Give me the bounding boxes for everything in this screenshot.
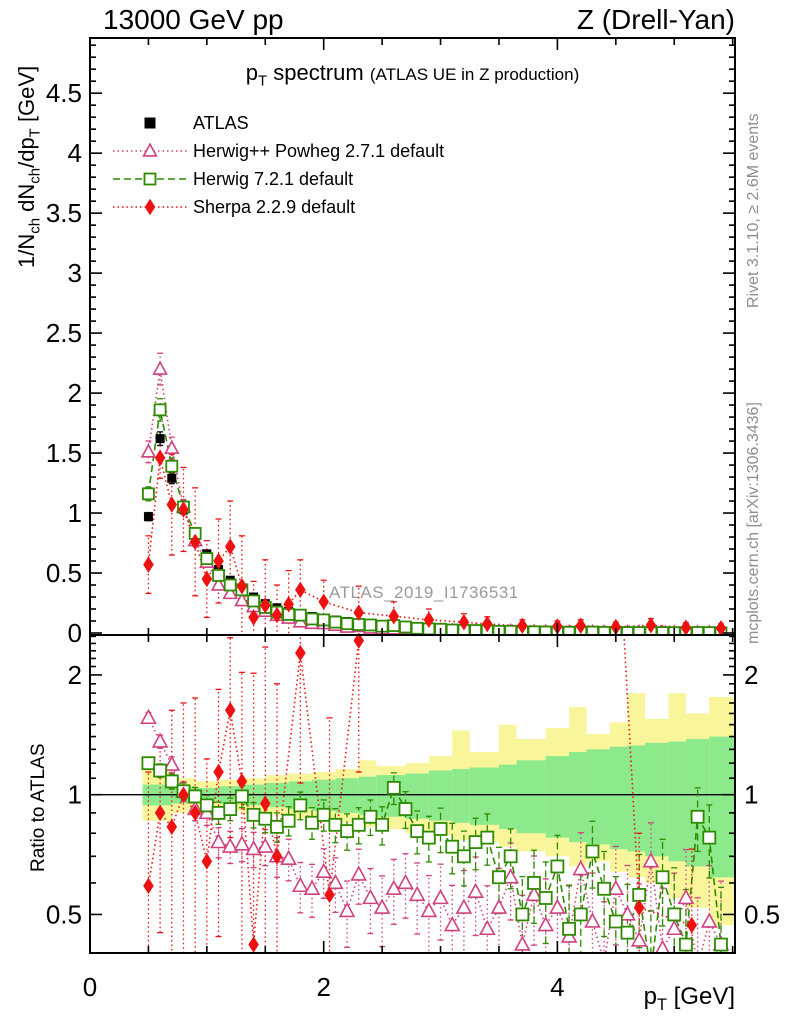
y-tick-label-main: 3.5	[45, 198, 82, 229]
herwig7-ratio-point	[645, 965, 657, 977]
herwig7-ratio-point	[376, 819, 388, 831]
herwig7-ratio-point	[353, 819, 365, 831]
herwig7-ratio-point	[435, 823, 447, 835]
herwig7-point	[201, 553, 212, 564]
herwig7-ratio-point	[248, 809, 260, 821]
plot-title-main: $p_T$ spectrum	[245, 60, 364, 90]
x-tick-label: 4	[550, 972, 565, 1002]
sherpa-ratio-point	[616, 585, 627, 602]
herwigpp-ratio-point	[340, 904, 354, 917]
legend-label: Herwig 7.2.1 default	[193, 169, 354, 189]
herwigpp-ratio-point	[399, 876, 413, 889]
stat-uncertainty-band	[516, 760, 545, 833]
sherpa-point	[143, 556, 154, 573]
x-tick-label: 2	[316, 972, 331, 1002]
herwig7-ratio-point	[470, 836, 482, 848]
herwig7-ratio-point	[692, 811, 704, 823]
sherpa-ratio-point	[202, 853, 213, 870]
sherpa-point	[318, 594, 329, 611]
herwig7-ratio-point	[446, 841, 458, 853]
sherpa-ratio-point	[295, 645, 306, 662]
herwig7-ratio-point	[668, 908, 680, 920]
herwig7-ratio-point	[528, 877, 540, 889]
herwig7-point	[225, 580, 236, 591]
atlas-point	[167, 474, 176, 483]
herwigpp-ratio-point	[141, 710, 155, 723]
herwig7-ratio-point	[341, 825, 353, 837]
sherpa-ratio-point	[371, 585, 382, 602]
herwig7-ratio-point	[306, 817, 318, 829]
herwig7-point	[213, 570, 224, 581]
herwig7-point	[295, 610, 306, 621]
legend-item	[113, 174, 187, 185]
herwigpp-ratio-point	[434, 891, 448, 904]
herwig7-ratio-point	[423, 832, 435, 844]
herwig7-ratio-point	[540, 892, 552, 904]
stat-uncertainty-band	[335, 778, 358, 813]
herwig7-ratio-point	[236, 790, 248, 802]
y-tick-label-main: 0.5	[45, 558, 82, 589]
herwig7-ratio-point	[224, 803, 236, 815]
y-tick-label-ratio-left: 2	[67, 659, 82, 690]
sherpa-ratio-point	[143, 878, 154, 895]
herwig7-ratio-point	[551, 860, 563, 872]
herwig7-ratio-point	[657, 871, 669, 883]
sherpa-point	[167, 496, 178, 512]
herwig7-ratio-point	[516, 908, 528, 920]
herwig7-ratio-point	[271, 821, 283, 833]
herwig7-ratio-point	[680, 939, 692, 951]
herwig7-ratio-point	[563, 923, 575, 935]
stat-uncertainty-band	[499, 765, 517, 829]
herwig7-point	[166, 461, 177, 472]
herwig7-ratio-point	[259, 813, 271, 825]
herwig7-ratio-point	[213, 807, 225, 819]
x-tick-label: 0	[82, 972, 98, 1002]
herwigpp-ratio-point	[352, 867, 366, 880]
herwigpp-ratio-point	[469, 884, 483, 897]
herwig7-ratio-point	[458, 850, 470, 862]
herwigpp-ratio-point	[153, 734, 167, 747]
herwig7-ratio-point	[586, 845, 598, 857]
y-tick-label-ratio-right: 0.5	[744, 899, 781, 930]
herwigpp-ratio-point	[293, 878, 307, 891]
beam-energy-label: 13000 GeV pp	[103, 4, 284, 35]
herwigpp-ratio-point	[597, 954, 611, 967]
herwig7-ratio-point	[715, 939, 727, 951]
legend-item	[113, 144, 187, 156]
legend-label: ATLAS	[193, 113, 249, 133]
stat-uncertainty-band	[587, 749, 610, 844]
y-tick-label-main: 1.5	[45, 438, 82, 469]
herwig7-ratio-point	[294, 799, 306, 811]
herwigpp-ratio-point	[480, 921, 494, 934]
herwig7-ratio-point	[142, 757, 154, 769]
sherpa-point	[155, 450, 166, 467]
herwig7-ratio-point	[399, 803, 411, 815]
herwig7-ratio-point	[610, 915, 622, 927]
herwigpp-ratio-point	[492, 900, 506, 913]
herwigpp-ratio-point	[282, 851, 296, 864]
stat-uncertainty-band	[470, 768, 499, 825]
rivet-version-note: Rivet 3.1.10, ≥ 2.6M events	[745, 113, 762, 308]
y-tick-label-main: 1	[67, 498, 82, 529]
herwig7-point	[564, 627, 575, 638]
herwigpp-point	[154, 362, 167, 374]
process-label: Z (Drell-Yan)	[576, 4, 735, 35]
herwig7-ratio-point	[283, 815, 295, 827]
herwigpp-ratio-point	[235, 837, 249, 850]
herwig7-point	[330, 617, 341, 628]
herwig7-ratio-point	[189, 790, 201, 802]
y-tick-label-main: 4.5	[45, 78, 82, 109]
herwig7-ratio-point	[493, 871, 505, 883]
herwig7-point	[400, 622, 411, 633]
y-tick-label-ratio-right: 1	[744, 779, 759, 810]
stat-uncertainty-band	[569, 752, 587, 842]
legend-label: Herwig++ Powheg 2.7.1 default	[193, 141, 445, 161]
herwig7-ratio-point	[329, 819, 341, 831]
sherpa-ratio-point	[167, 819, 178, 836]
herwig7-ratio-point	[575, 908, 587, 920]
analysis-id-watermark: ATLAS_2019_I1736531	[329, 583, 519, 602]
herwigpp-ratio-point	[422, 904, 436, 917]
herwig7-point	[307, 613, 318, 624]
herwigpp-ratio-point	[667, 921, 681, 934]
legend-marker	[145, 199, 156, 216]
herwigpp-ratio-point	[445, 918, 459, 931]
legend-label: Sherpa 2.2.9 default	[193, 197, 356, 217]
herwigpp-ratio-point	[515, 937, 529, 950]
stat-uncertainty-band	[628, 745, 646, 851]
legend-marker	[145, 118, 156, 129]
herwig7-point	[599, 627, 610, 638]
herwig7-point	[657, 627, 668, 638]
sherpa-ratio-point	[213, 764, 224, 781]
atlas-point	[144, 512, 153, 521]
herwig7-ratio-point	[201, 799, 213, 811]
herwig7-ratio-point	[481, 832, 493, 844]
herwig7-ratio-point	[622, 927, 634, 939]
herwig7-point	[143, 488, 154, 499]
y-tick-label-main: 4	[67, 138, 82, 169]
herwig7-ratio-point	[154, 765, 166, 777]
main-panel-frame	[90, 38, 735, 635]
herwig7-ratio-point	[388, 782, 400, 794]
y-tick-label-main: 3	[67, 258, 82, 289]
herwig7-line	[148, 410, 721, 633]
y-tick-label-ratio-left: 1	[67, 779, 82, 810]
y-tick-label-main: 2	[67, 378, 82, 409]
sherpa-ratio-point	[634, 899, 645, 916]
herwig7-ratio-point	[703, 832, 715, 844]
y-tick-label-ratio-left: 0.5	[45, 899, 82, 930]
stat-uncertainty-band	[668, 742, 686, 862]
y-tick-label-main: 2.5	[45, 318, 82, 349]
herwig7-ratio-point	[598, 883, 610, 895]
y-tick-label-ratio-right: 2	[744, 659, 759, 690]
sherpa-point	[295, 582, 306, 599]
herwig7-point	[634, 627, 645, 638]
legend-marker	[145, 174, 156, 185]
herwig7-point	[342, 618, 353, 629]
herwigpp-point	[142, 445, 155, 457]
x-axis-label: $p_T$ [GeV]	[643, 983, 735, 1014]
herwig7-point	[704, 627, 715, 638]
main-panel-data	[142, 353, 727, 653]
herwigpp-ratio-point	[305, 881, 319, 894]
herwig7-ratio-point	[505, 850, 517, 862]
legend-item	[113, 199, 187, 216]
mcplots-attribution: mcplots.cern.ch [arXiv:1306.3436]	[745, 402, 762, 644]
stat-uncertainty-band	[610, 747, 628, 849]
atlas-point	[156, 434, 165, 443]
herwig7-ratio-point	[364, 811, 376, 823]
herwig7-point	[447, 625, 458, 636]
herwig7-point	[622, 627, 633, 638]
herwig7-point	[155, 404, 166, 415]
y-axis-label-main: $1/N_{ch}$ $dN_{ch}/dp_T$ [GeV]	[14, 65, 44, 268]
stat-uncertainty-band	[359, 777, 377, 815]
stat-uncertainty-band	[452, 769, 470, 823]
y-tick-label-main: 0	[67, 618, 82, 648]
plot-title-paren: (ATLAS UE in Z production)	[369, 65, 580, 84]
herwig7-ratio-point	[633, 889, 645, 901]
herwig7-ratio-point	[318, 809, 330, 821]
herwigpp-ratio-point	[539, 918, 553, 931]
sherpa-line	[148, 458, 721, 628]
herwig7-ratio-point	[411, 825, 423, 837]
herwig7-ratio-point	[166, 775, 178, 787]
y-axis-label-ratio: Ratio to ATLAS	[28, 743, 49, 872]
herwig7-point	[248, 595, 259, 606]
herwigpp-ratio-point	[691, 959, 705, 972]
legend-item	[145, 118, 156, 129]
herwigpp-ratio-point	[317, 864, 331, 877]
legend-marker	[144, 144, 157, 156]
herwigpp-ratio-point	[212, 835, 226, 848]
sherpa-ratio-point	[248, 936, 259, 953]
herwig7-point	[692, 627, 703, 638]
herwigpp-ratio-point	[258, 839, 272, 852]
herwigpp-ratio-point	[363, 891, 377, 904]
sherpa-ratio-point	[686, 917, 697, 934]
sherpa-ratio-point	[225, 702, 236, 719]
herwig7-point	[412, 623, 423, 634]
herwig7-point	[365, 619, 376, 630]
stat-uncertainty-band	[546, 756, 569, 837]
